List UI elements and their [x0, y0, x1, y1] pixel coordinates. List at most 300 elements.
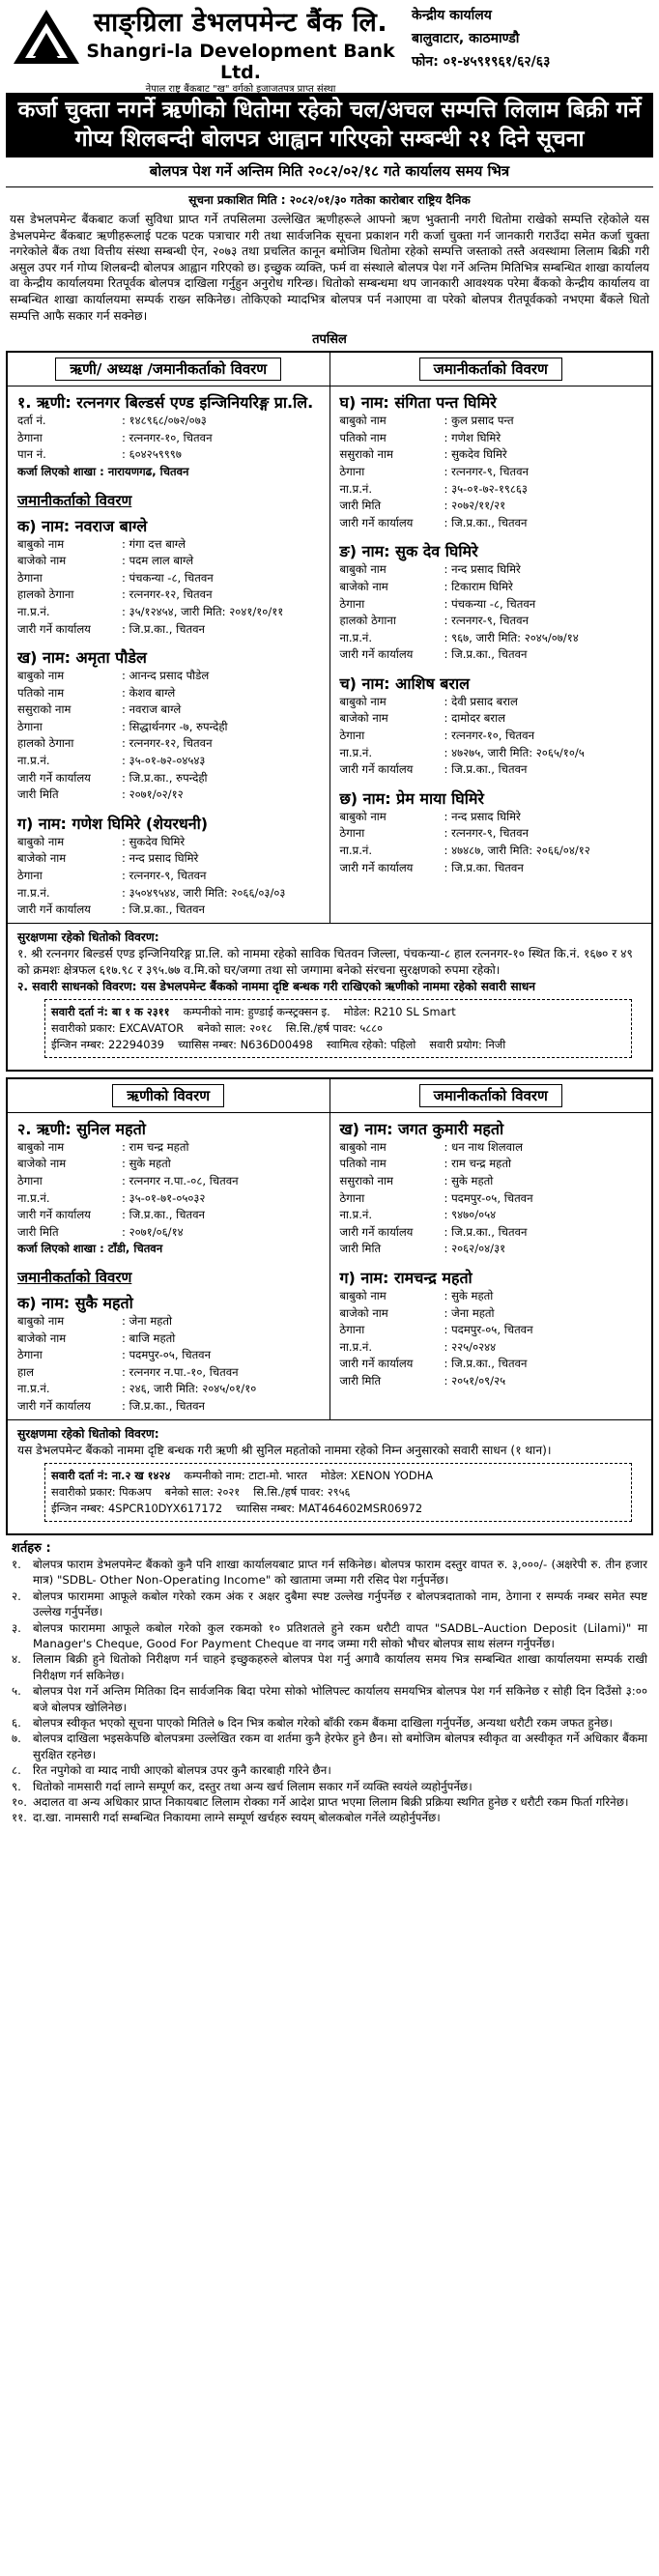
guarantor-name: घ) नाम: संगिता पन्त घिमिरे	[339, 393, 497, 413]
vehicle-reg-1: सवारी दर्ता नं: बा १ क २३११	[51, 1004, 170, 1018]
detail-key: बाबुको नाम	[339, 414, 387, 428]
detail-row: जारी मिति : २०७१/०६/१४	[17, 1224, 320, 1242]
detail-value: पदमपुर-०५, चितवन	[451, 1190, 533, 1205]
guarantor-block	[330, 783, 652, 880]
detail-row: ठेगाना : रत्ननगर-१०, चितवन	[17, 430, 320, 447]
detail-row: बाबुको नाम : सुकदेव घिमिरे	[17, 834, 320, 851]
term-text: बोलपत्र पेश गर्ने अन्तिम मितिका दिन सार्वजनिक बिदा परेमा सोको भोलिपल्ट कार्यालय समयभित्र बोलपत्र पेश गर्न सकिनेछ र सोही दिन दिउँसो ३:०० बजे बोलपत्र खोलिनेछ।	[33, 1684, 647, 1714]
detail-value: जि.प्र.का., रुपन्देही	[129, 770, 208, 785]
detail-row: बाबुको नाम : देवी प्रसाद बराल	[340, 694, 643, 711]
term-text: लिलाम बिक्री हुने धितोको निरीक्षण गर्न चाहने इच्छुकहरुले बोलपत्र पेश गर्नु अगावै कार्यालय समय भित्र सम्बन्धित शाखा कार्यालयमा सम्पर्क राखी निरीक्षण गर्न सकिनेछ।	[33, 1652, 647, 1682]
detail-row: जारी गर्ने कार्यालय : जि.प्र.का., रुपन्देही	[17, 770, 320, 787]
detail-value: जि.प्र.का., चितवन	[129, 621, 205, 636]
detail-value: २०६२/०४/३१	[451, 1242, 506, 1256]
detail-row: पतिको नाम : केशव बाग्ले	[17, 685, 320, 702]
guarantor-block	[330, 1262, 652, 1394]
detail-row: बाजेको नाम : पदम लाल बाग्ले	[17, 553, 320, 570]
detail-row: ठेगाना : पदमपुर-०५, चितवन	[17, 1347, 320, 1364]
detail-row: ठेगाना : पंचकन्या -८, चितवन	[340, 596, 643, 614]
term-item	[12, 1651, 647, 1683]
vehicle-ownership-1: स्वामित्व रहेको: पहिलो	[326, 1037, 416, 1051]
terms-section	[6, 1535, 653, 1832]
detail-key: पतिको नाम	[17, 685, 65, 700]
vehicle-details-1	[44, 999, 632, 1058]
detail-value: पंचकन्या -८, चितवन	[451, 596, 536, 611]
detail-key: हाल	[17, 1364, 35, 1379]
office-label: केन्द्रीय कार्यालय	[412, 8, 492, 23]
detail-key: बाबुको नाम	[17, 834, 65, 848]
detail-key: बाजेको नाम	[17, 851, 67, 866]
guarantor-name: ग) नाम: रामचन्द्र महतो	[339, 1268, 473, 1287]
header	[6, 4, 653, 93]
detail-value: ९६७, जारी मिति: २०४५/०७/१४	[451, 630, 579, 644]
detail-key: बाबुको नाम	[17, 1313, 65, 1328]
detail-value: २०५१/०९/२५	[451, 1373, 506, 1388]
vehicle-chassis-1: च्यासिस नम्बर: N636D00498	[177, 1037, 313, 1051]
guarantor-name: च) नाम: आशिष बराल	[339, 673, 470, 693]
detail-row: ठेगाना : रत्ननगर-९, चितवन	[17, 868, 320, 885]
term-number: ८.	[12, 1763, 21, 1778]
term-text: बोलपत्र फाराममा आफूले कबोल गरेको कुल रकमको १० प्रतिशतले हुने रकम धरौटी वापत "SADBL–Auction Deposit (Lilami)" मा Manager's Cheque, Good For Payment Cheque वा नगद जम्मा गरी सोको भौचर बोलपत्र साथ संलग्न गर्नुपर्नेछ।	[33, 1620, 647, 1650]
detail-value: १४८९६८/०७२/०७३	[129, 414, 207, 428]
detail-value: रत्ननगर न.पा.-०८, चितवन	[129, 1174, 239, 1188]
detail-row: जारी गर्ने कार्यालय : जि.प्र.का., चितवन	[17, 902, 320, 919]
term-item	[12, 1620, 647, 1652]
detail-key: ना.प्र.नं.	[339, 630, 373, 644]
detail-value: बाजि महतो	[129, 1331, 176, 1345]
detail-row: जारी गर्ने कार्यालय : जि.प्र.का. चितवन	[340, 860, 643, 877]
detail-value: सुकदेव घिमिरे	[129, 834, 186, 848]
detail-row: बाजेको नाम : सुके महतो	[17, 1156, 320, 1173]
guarantor-block	[8, 1287, 330, 1419]
term-number: १.	[12, 1557, 21, 1571]
detail-row: बाबुको नाम : धन नाथ शिलवाल	[340, 1139, 643, 1157]
term-number: ३.	[12, 1620, 21, 1635]
detail-value: सुके महतो	[451, 1288, 494, 1302]
detail-value: नवराज बाग्ले	[129, 702, 182, 717]
detail-key: ना.प्र.नं.	[339, 1208, 373, 1222]
detail-value: जि.प्र.का., चितवन	[451, 762, 528, 777]
detail-row: ना.प्र.नं. : ९६७, जारी मिति: २०४५/०७/१४	[340, 630, 643, 647]
detail-value: पदमपुर-०५, चितवन	[451, 1323, 533, 1337]
term-item	[12, 1683, 647, 1715]
term-number: १०.	[12, 1795, 28, 1810]
detail-row: ठेगाना : रत्ननगर-९, चितवन	[340, 825, 643, 843]
detail-key: ठेगाना	[339, 1323, 365, 1337]
detail-value: देवी प्रसाद बराल	[451, 694, 518, 708]
detail-row: हालको ठेगाना : रत्ननगर-९, चितवन	[340, 613, 643, 630]
detail-row: ठेगाना : रत्ननगर-९, चितवन	[340, 464, 643, 481]
detail-value: ४७२७५, जारी मिति: २०६५/१०/५	[451, 745, 585, 759]
term-item	[12, 1589, 647, 1620]
detail-key: जारी गर्ने कार्यालय	[339, 515, 414, 530]
detail-key: पतिको नाम	[339, 430, 387, 444]
detail-value: जि.प्र.का., चितवन	[129, 1398, 205, 1413]
detail-row: ससुराको नाम : नवराज बाग्ले	[17, 701, 320, 719]
detail-row: ठेगाना : पंचकन्या -८, चितवन	[17, 570, 320, 587]
detail-row: बाबुको नाम : आनन्द प्रसाद पौडेल	[17, 668, 320, 685]
term-item	[12, 1731, 647, 1762]
detail-row: ठेगाना : पदमपुर-०५, चितवन	[340, 1190, 643, 1208]
detail-value: जि.प्र.का., चितवन	[129, 902, 205, 917]
detail-value: कुल प्रसाद पन्त	[451, 414, 514, 428]
detail-row: बाजेको नाम : बाजि महतो	[17, 1331, 320, 1348]
detail-key: जारी गर्ने कार्यालय	[339, 647, 414, 662]
detail-value: गंगा दत्त बाग्ले	[129, 536, 186, 551]
detail-key: ठेगाना	[17, 719, 43, 733]
detail-key: बाजेको नाम	[17, 1331, 67, 1345]
phone-label: फोन:	[412, 54, 439, 70]
detail-key: बाबुको नाम	[339, 1139, 387, 1154]
guarantor-block	[8, 642, 330, 808]
vehicle-chassis-2: च्यासिस नम्बर: MAT464602MSR06972	[236, 1501, 423, 1515]
detail-row: बाजेको नाम : टिकाराम घिमिरे	[340, 579, 643, 596]
detail-row: ठेगाना : पदमपुर-०५, चितवन	[340, 1322, 643, 1339]
borrower-1-name: १. ऋणी: रत्ननगर बिल्डर्स एण्ड इन्जिनियरिङ्ग प्रा.लि.	[17, 393, 314, 413]
office-address: बालुवाटार, काठमाण्डौ	[412, 31, 520, 46]
term-number: ६.	[12, 1716, 21, 1730]
borrower-1	[8, 386, 330, 484]
detail-key: बाबुको नाम	[339, 1288, 387, 1302]
detail-value: ३५-०१-७२-०४५४३	[129, 754, 206, 768]
detail-row: ठेगाना : रत्ननगर-१०, चितवन	[340, 728, 643, 745]
term-text: अदालत वा अन्य अधिकार प्राप्त निकायबाट लिलाम रोक्का गर्ने आदेश प्राप्त भएमा लिलाम बिक्री प्रक्रिया स्थगित हुनेछ र धरौटी रकम फिर्ता गरिनेछ।	[33, 1795, 629, 1810]
detail-key: ना.प्र.नं.	[17, 604, 50, 618]
vehicle-engine-2: ईन्जिन नम्बर: 4SPCR10DYX617172	[51, 1501, 223, 1515]
terms-heading: शर्तहरु :	[12, 1540, 51, 1556]
detail-value: नन्द प्रसाद घिमिरे	[451, 562, 521, 577]
detail-key: ठेगाना	[339, 826, 365, 841]
guarantor-head-2: जमानीकर्ताको विवरण	[17, 1268, 132, 1286]
detail-key: ठेगाना	[339, 729, 365, 743]
detail-value: सुके महतो	[451, 1174, 494, 1188]
detail-value: रत्ननगर-९, चितवन	[451, 464, 529, 478]
right-column-head: जमानीकर्ताको विवरण	[330, 353, 652, 386]
detail-value: ३५-०१-७२-१९८६३	[451, 481, 528, 496]
detail-key: जारी गर्ने कार्यालय	[17, 770, 91, 785]
phone-value: ०१-४५९१९६१/६२/६३	[443, 54, 551, 70]
detail-value: ३५-०१-७१-०५०३२	[129, 1190, 206, 1205]
term-text: दा.खा. नामसारी गर्दा सम्बन्धित निकायमा लाग्ने सम्पूर्ण खर्चहरु स्वयम् बोलकबोल गर्नेले व्यहोर्नुपर्नेछ।	[33, 1811, 441, 1825]
detail-row: ठेगाना : रत्ननगर न.पा.-०८, चितवन	[17, 1173, 320, 1190]
detail-key: पतिको नाम	[339, 1157, 387, 1171]
detail-key: जारी मिति	[339, 1242, 382, 1256]
detail-key: ना.प्र.नं.	[17, 885, 50, 900]
detail-row: जारी गर्ने कार्यालय : जि.प्र.का., चितवन	[17, 621, 320, 639]
guarantor-block	[330, 535, 652, 668]
detail-key: जारी गर्ने कार्यालय	[17, 1208, 91, 1222]
collateral-head-2: सुरक्षणमा रहेको धितोको विवरण:	[17, 1426, 159, 1441]
detail-key: बाजेको नाम	[339, 579, 388, 593]
vehicle-details-2	[44, 1463, 632, 1522]
detail-row: ना.प्र.नं. : ४७४८७, जारी मिति: २०६६/०४/१२	[340, 843, 643, 860]
detail-value: २०७१/०६/१४	[129, 1224, 184, 1239]
detail-value: जि.प्र.का., चितवन	[451, 1224, 528, 1239]
detail-row: जारी गर्ने कार्यालय : जि.प्र.का., चितवन	[340, 761, 643, 779]
detail-row: जारी मिति : २०५१/०९/२५	[340, 1373, 643, 1390]
detail-key: ठेगाना	[17, 570, 43, 585]
vehicle-cc-2: सि.सि./हर्ष पावर: २९५६	[253, 1484, 351, 1499]
detail-value: जि.प्र.का., चितवन	[129, 1208, 205, 1222]
detail-key: ठेगाना	[339, 596, 365, 611]
detail-key: ना.प्र.नं.	[17, 754, 50, 768]
detail-key: जारी गर्ने कार्यालय	[339, 1224, 414, 1239]
term-number: ११.	[12, 1811, 28, 1825]
detail-row: बाबुको नाम : कुल प्रसाद पन्त	[340, 413, 643, 430]
detail-key: ना.प्र.नं.	[339, 1339, 373, 1354]
borrower-2	[8, 1113, 330, 1262]
detail-row: बाबुको नाम : नन्द प्रसाद घिमिरे	[340, 561, 643, 579]
detail-key: ठेगाना	[17, 869, 43, 883]
detail-value: जि.प्र.का. चितवन	[451, 860, 524, 874]
detail-row: पान नं. : ६०४२५९९९७	[17, 446, 320, 464]
right-column-head-2: जमानीकर्ताको विवरण	[330, 1079, 652, 1113]
detail-key: बाबुको नाम	[339, 809, 387, 823]
detail-row: हालको ठेगाना : रत्ननगर-१२, चितवन	[17, 735, 320, 753]
detail-key: जारी गर्ने कार्यालय	[17, 621, 91, 636]
detail-row: ना.प्र.नं. : ३५०४९५४४, जारी मिति: २०६६/०३/०३	[17, 885, 320, 902]
publish-date: सूचना प्रकाशित मिति : २०८२/०१/३० गतेका कारोबार राष्ट्रिय दैनिक	[188, 193, 471, 207]
detail-row: जारी मिति : २०६२/०४/३१	[340, 1241, 643, 1258]
detail-key: जारी गर्ने कार्यालय	[17, 1398, 91, 1413]
detail-key: बाजेको नाम	[339, 1305, 388, 1320]
detail-value: ६०४२५९९९७	[129, 447, 182, 462]
detail-value: रत्ननगर-१२, चितवन	[129, 736, 213, 751]
guarantor-name: ख) नाम: जगत कुमारी महतो	[339, 1119, 504, 1138]
guarantor-name: ग) नाम: गणेश घिमिरे (शेयरधनी)	[17, 814, 209, 833]
detail-value: टिकाराम घिमिरे	[451, 579, 513, 593]
detail-row: ना.प्र.नं. : २४६, जारी मिति: २०४५/०१/१०	[17, 1381, 320, 1398]
guarantor-head-1: जमानीकर्ताको विवरण	[17, 491, 132, 509]
vehicle-intro-1: २. सवारी साधनको विवरण: यस डेभलपमेन्ट बैंकको नाममा दृष्टि बन्धक गरी राखिएको ऋणीको नाममा रहेको सवारी साधन	[17, 979, 535, 993]
detail-value: रत्ननगर-९, चितवन	[451, 826, 529, 841]
detail-key: ठेगाना	[17, 430, 43, 444]
detail-value: जि.प्र.का., चितवन	[451, 515, 528, 530]
detail-value: रत्ननगर-१०, चितवन	[451, 729, 534, 743]
detail-row: ना.प्र.नं. : २२५/०२४४	[340, 1339, 643, 1357]
detail-row: हाल : रत्ननगर न.पा.-१०, चितवन	[17, 1364, 320, 1382]
borrower-table-1	[6, 351, 653, 1072]
detail-row: हालको ठेगाना : रत्ननगर-१२, चितवन	[17, 587, 320, 604]
vehicle-type-2: सवारीको प्रकार: पिकअप	[51, 1484, 152, 1499]
detail-key: ठेगाना	[339, 464, 365, 478]
detail-key: ससुराको नाम	[339, 447, 393, 462]
borrower-2-name: २. ऋणी: सुनिल महतो	[17, 1119, 146, 1138]
detail-key: जारी गर्ने कार्यालय	[339, 860, 414, 874]
detail-value: ३५/१२४५४, जारी मिति: २०४१/१०/११	[129, 604, 284, 618]
collateral-vehicle-2: यस डेभलपमेन्ट बैंकको नाममा दृष्टि बन्धक गरी ऋणी श्री सुनिल महतोको नाममा रहेको निम्न अनुसारको सवारी साधन (१ थान)।	[17, 1443, 552, 1457]
detail-key: बाजेको नाम	[339, 711, 388, 726]
guarantor-name: छ) नाम: प्रेम माया घिमिरे	[339, 788, 484, 808]
detail-row: बाजेको नाम : नन्द प्रसाद घिमिरे	[17, 850, 320, 868]
left-column-head: ऋणी/ अध्यक्ष /जमानीकर्ताको विवरण	[8, 353, 330, 386]
detail-row: जारी मिति : २०७१/०२/१२	[17, 787, 320, 804]
detail-value: रत्ननगर-९, चितवन	[129, 869, 207, 883]
detail-key: हालको ठेगाना	[17, 587, 74, 602]
detail-value: रत्ननगर-९, चितवन	[451, 614, 529, 628]
detail-row: बाबुको नाम : राम चन्द्र महतो	[17, 1139, 320, 1157]
detail-value: सुकदेव घिमिरे	[451, 447, 507, 462]
detail-row: ना.प्र.नं. : ३५-०१-७१-०५०३२	[17, 1190, 320, 1208]
detail-row: जारी गर्ने कार्यालय : जि.प्र.का., चितवन	[17, 1398, 320, 1416]
term-text: रित नपुगेको वा म्याद नाघी आएको बोलपत्र उपर कुनै कारबाही गरिने छैन।	[33, 1763, 331, 1778]
vehicle-reg-2: सवारी दर्ता नं: ना.२ ख १४२४	[51, 1468, 171, 1482]
bank-logo	[12, 8, 81, 68]
detail-value: रत्ननगर न.पा.-१०, चितवन	[129, 1364, 239, 1379]
term-text: बोलपत्र फाराममा आफूले कबोल गरेको रकम अंक र अक्षर दुबैमा स्पष्ट उल्लेख गर्नुपर्नेछ र बोलपत्रदाताको नाम, ठेगाना र सम्पर्क नम्बर समेत स्पष्ट उल्लेख गर्नुपर्नेछ।	[33, 1589, 647, 1619]
collateral-land-1: १. श्री रत्ननगर बिल्डर्स एण्ड इन्जिनियरिङ्ग प्रा.लि. को नाममा रहेको साविक चितवन जिल्ला, पंचकन्या-८ हाल रत्ननगर-१० स्थित कि.नं. १६७० र ४९ को क्रमशः क्षेत्रफल ६१७.९८ र ३९५.७७ व.मि.को घर/जग्गा तथा सो जग्गामा बनेको संरचना सुरक्षणको रुपमा रहेको।	[17, 946, 633, 977]
vehicle-cc-1: सि.सि./हर्ष पावर: ५८८०	[285, 1020, 384, 1035]
detail-value: रत्ननगर-१२, चितवन	[129, 587, 213, 602]
detail-key: जारी मिति	[339, 499, 382, 513]
vehicle-engine-1: ईन्जिन नम्बर: 22294039	[51, 1037, 164, 1051]
guarantor-block	[330, 1113, 652, 1262]
detail-value: २०७१/०२/१२	[129, 787, 184, 802]
detail-key: जारी गर्ने कार्यालय	[17, 902, 91, 917]
detail-value: रत्ननगर-१०, चितवन	[129, 430, 213, 444]
detail-value: २०७२/११/२१	[451, 499, 506, 513]
detail-key: पान नं.	[17, 447, 46, 462]
vehicle-type-1: सवारीको प्रकार: EXCAVATOR	[51, 1020, 185, 1035]
detail-value: ३५०४९५४४, जारी मिति: २०६६/०३/०३	[129, 885, 286, 900]
detail-row: ससुराको नाम : सुकदेव घिमिरे	[340, 446, 643, 464]
term-text: धितोको नामसारी गर्दा लाग्ने सम्पूर्ण कर, दस्तुर तथा अन्य खर्च लिलाम सकार गर्ने व्यक्ति स्वयंले व्यहोर्नुपर्नेछ।	[33, 1779, 473, 1793]
term-item	[12, 1810, 647, 1825]
term-text: बोलपत्र दाखिला भइसकेपछि बोलपत्रमा उल्लेखित रकम वा शर्तमा कुनै हेरफेर हुने छैन। सो बमोजिम बोलपत्र स्वीकृत वा अस्वीकृत गर्ने अधिकार बैंकमा सुरक्षित रहनेछ।	[33, 1732, 647, 1761]
term-item	[12, 1779, 647, 1794]
notice-page	[6, 4, 653, 1832]
term-number: २.	[12, 1589, 21, 1603]
detail-row: पतिको नाम : गणेश घिमिरे	[340, 430, 643, 447]
vehicle-model-1: मोडेल: R210 SL Smart	[343, 1004, 456, 1018]
detail-key: बाबुको नाम	[17, 669, 65, 683]
detail-value: जि.प्र.का., चितवन	[451, 1357, 528, 1371]
detail-value: नन्द प्रसाद घिमिरे	[129, 851, 199, 866]
detail-value: २२५/०२४४	[451, 1339, 497, 1354]
detail-key: जारी गर्ने कार्यालय	[339, 762, 414, 777]
detail-key: ना.प्र.नं.	[339, 481, 373, 496]
guarantor-name: क) नाम: नवराज बाग्ले	[17, 516, 148, 535]
detail-key: जारी मिति	[17, 787, 59, 802]
detail-key: ससुराको नाम	[17, 702, 72, 717]
detail-key: ना.प्र.नं.	[17, 1190, 50, 1205]
detail-key: बाबुको नाम	[17, 1139, 65, 1154]
term-item	[12, 1715, 647, 1731]
detail-row: बाजेको नाम : जेना महतो	[340, 1305, 643, 1323]
vehicle-use-1: सवारी प्रयोग: निजी	[429, 1037, 506, 1051]
detail-value: जेना महतो	[129, 1313, 173, 1328]
guarantor-block	[8, 808, 330, 923]
office-info	[412, 4, 653, 73]
detail-value: पदम लाल बाग्ले	[129, 554, 194, 568]
detail-key: जारी मिति	[339, 1373, 382, 1388]
vehicle-model-2: मोडेल: XENON YODHA	[320, 1468, 434, 1482]
detail-value: सुके महतो	[129, 1157, 171, 1171]
detail-key: हालको ठेगाना	[17, 736, 74, 751]
detail-key: बाबुको नाम	[339, 694, 387, 708]
detail-key: हालको ठेगाना	[339, 614, 396, 628]
detail-key: ना.प्र.नं.	[17, 1382, 50, 1396]
detail-key: ना.प्र.नं.	[339, 844, 373, 858]
detail-value: गणेश घिमिरे	[451, 430, 501, 444]
detail-row: ससुराको नाम : सुके महतो	[340, 1173, 643, 1190]
detail-row: जारी गर्ने कार्यालय : जि.प्र.का., चितवन	[17, 1207, 320, 1224]
detail-key: ना.प्र.नं.	[339, 745, 373, 759]
detail-value: जि.प्र.का., चितवन	[451, 647, 528, 662]
guarantor-block	[330, 668, 652, 783]
detail-key: ससुराको नाम	[339, 1174, 393, 1188]
detail-value: राम चन्द्र महतो	[451, 1157, 511, 1171]
term-item	[12, 1762, 647, 1778]
bank-name-block	[81, 6, 400, 97]
detail-key: ठेगाना	[17, 1348, 43, 1362]
notice-title: कर्जा चुक्ता नगर्ने ऋणीको धितोमा रहेको चल/अचल सम्पत्ति लिलाम बिक्री गर्ने गोप्य शिलबन्दी बोलपत्र आह्वान गरिएको सम्बन्धी २१ दिने सूचना	[6, 93, 653, 157]
term-item	[12, 1557, 647, 1589]
detail-row: ना.प्र.नं. : ३५/१२४५४, जारी मिति: २०४१/१०/११	[17, 604, 320, 621]
detail-key: जारी मिति	[17, 1224, 59, 1239]
detail-key: जारी गर्ने कार्यालय	[339, 1357, 414, 1371]
detail-row: जारी गर्ने कार्यालय : जि.प्र.का., चितवन	[340, 1224, 643, 1242]
guarantor-name: ङ) नाम: सुक देव घिमिरे	[339, 542, 478, 561]
term-item	[12, 1794, 647, 1810]
detail-row: ठेगाना : सिद्धार्थनगर -७, रुपन्देही	[17, 719, 320, 736]
vehicle-company-2: कम्पनीको नाम: टाटा-मो. भारत	[184, 1468, 307, 1482]
detail-value: ९४७०/०५४	[451, 1208, 497, 1222]
vehicle-year-1: बनेको साल: २०१८	[197, 1020, 272, 1035]
detail-value: आनन्द प्रसाद पौडेल	[129, 669, 210, 683]
detail-key: ठेगाना	[17, 1174, 43, 1188]
term-text: बोलपत्र फाराम डेभलपमेन्ट बैंकको कुनै पनि शाखा कार्यालयबाट प्राप्त गर्न सकिनेछ। बोलपत्र फाराम दस्तुर वापत रु. ३,०००/- (अक्षरेपी रु. तीन हजार मात्र) "SDBL- Other Non-Operating Income" को खातामा जम्मा गरी रसिद पेश गर्नुपर्नेछ।	[33, 1557, 647, 1588]
bank-tagline: नेपाल राष्ट्र बैंकबाट "ख" वर्गको इजाजतपत्र प्राप्त संस्था	[145, 84, 336, 95]
borrower-table-2	[6, 1077, 653, 1535]
detail-row: बाजेको नाम : दामोदर बराल	[340, 710, 643, 728]
term-number: ५.	[12, 1684, 21, 1699]
detail-row: जारी गर्ने कार्यालय : जि.प्र.का., चितवन	[340, 515, 643, 532]
detail-row: बाबुको नाम : नन्द प्रसाद घिमिरे	[340, 809, 643, 826]
term-number: ४.	[12, 1652, 21, 1667]
bank-logo-icon	[12, 8, 81, 68]
term-text: बोलपत्र स्वीकृत भएको सूचना पाएको मितिले ७ दिन भित्र कबोल गरेको बाँकी रकम बैंकमा दाखिला गर्नुपर्नेछ, अन्यथा धरौटी रकम जफत हुनेछ।	[33, 1716, 613, 1730]
detail-row: जारी गर्ने कार्यालय : जि.प्र.का., चितवन	[340, 646, 643, 664]
detail-row: जारी मिति : २०७२/११/२१	[340, 498, 643, 515]
detail-value: पदमपुर-०५, चितवन	[129, 1348, 212, 1362]
detail-value: दामोदर बराल	[451, 711, 505, 726]
detail-value: केशव बाग्ले	[129, 685, 176, 700]
detail-value: राम चन्द्र महतो	[129, 1139, 189, 1154]
detail-value: ४७४८७, जारी मिति: २०६६/०४/१२	[451, 844, 590, 858]
collateral-section-1	[8, 923, 651, 1070]
guarantor-name: ख) नाम: अमृता पौडेल	[17, 648, 147, 668]
detail-key: बाजेको नाम	[17, 554, 67, 568]
schedule-label: तपसिल	[312, 332, 347, 348]
detail-key: बाबुको नाम	[339, 562, 387, 577]
borrower-1-branch: कर्जा लिएको शाखा : नारायणगढ, चितवन	[17, 464, 189, 478]
detail-value: धन नाथ शिलवाल	[451, 1139, 523, 1154]
detail-row: ना.प्र.नं. : ३५-०१-७२-१९८६३	[340, 481, 643, 499]
collateral-section-2	[8, 1419, 651, 1533]
guarantor-block	[330, 386, 652, 535]
vehicle-company-1: कम्पनीको नाम: हुण्डाई कन्स्ट्रक्सन इ.	[183, 1004, 330, 1018]
collateral-head-1: सुरक्षणमा रहेको धितोको विवरण:	[17, 930, 159, 944]
detail-key: बाबुको नाम	[17, 536, 65, 551]
detail-value: सिद्धार्थनगर -७, रुपन्देही	[129, 719, 228, 733]
vehicle-year-2: बनेको साल: २०२१	[164, 1484, 241, 1499]
intro-paragraph: यस डेभलपमेन्ट बैंकबाट कर्जा सुविधा प्राप्त गर्ने तपसिलमा उल्लेखित ऋणीहरूले आफ्नो ऋण भुक्तानी नगरी धितोमा राखेको सम्पत्ति रहेकोले यस डेभलपमेन्ट बैंकबाट ऋणीहरूलाई पटक पटक पत्राचार गरी तथा सार्वजनिक सूचना प्रकाशन गरी कर्जा चुक्ता गर्न जानकारी गराउँदा समेत कर्जा चुक्ता नगरेकोले बैंक तथा वित्तीय संस्था सम्बन्धी ऐन, २०७३ तथा प्रचलित कानून बमोजिम धितोमा रहेको सम्पत्ति जस्ताको तस्तै अवस्थामा लिलाम बिक्री गरी असुल उपर गर्न गोप्य शिलबन्दी बोलपत्र आह्वान गरिएको छ। इच्छुक व्यक्ति, फर्म वा संस्थाले बोलपत्र पेश गर्ने अन्तिम मितिभित्र सम्बन्धित शाखा कार्यालय वा केन्द्रीय कार्यालयमा रितपूर्वक बोलपत्र दाखिला गर्नुहुन अनुरोध गरिन्छ। धितोको सम्बन्धमा थप जानकारी आवश्यक परेमा बैंकको केन्द्रीय कार्यालय वा सम्बन्धित शाखा कार्यालयमा सम्पर्क राख्न सकिनेछ। तोकिएको म्यादभित्र बोलपत्र पर्न नआएमा वा परेको बोलपत्र रीतपूर्वकको नभएमा बैंकले धितो सम्पत्ति आफै सकार गर्न सक्नेछ।	[10, 213, 649, 323]
bank-name-np: साङ्ग्रिला डेभलपमेन्ट बैंक लि.	[93, 8, 388, 38]
detail-value: नन्द प्रसाद घिमिरे	[451, 809, 521, 823]
detail-row: बाबुको नाम : सुके महतो	[340, 1288, 643, 1305]
detail-value: पंचकन्या -८, चितवन	[129, 570, 214, 585]
